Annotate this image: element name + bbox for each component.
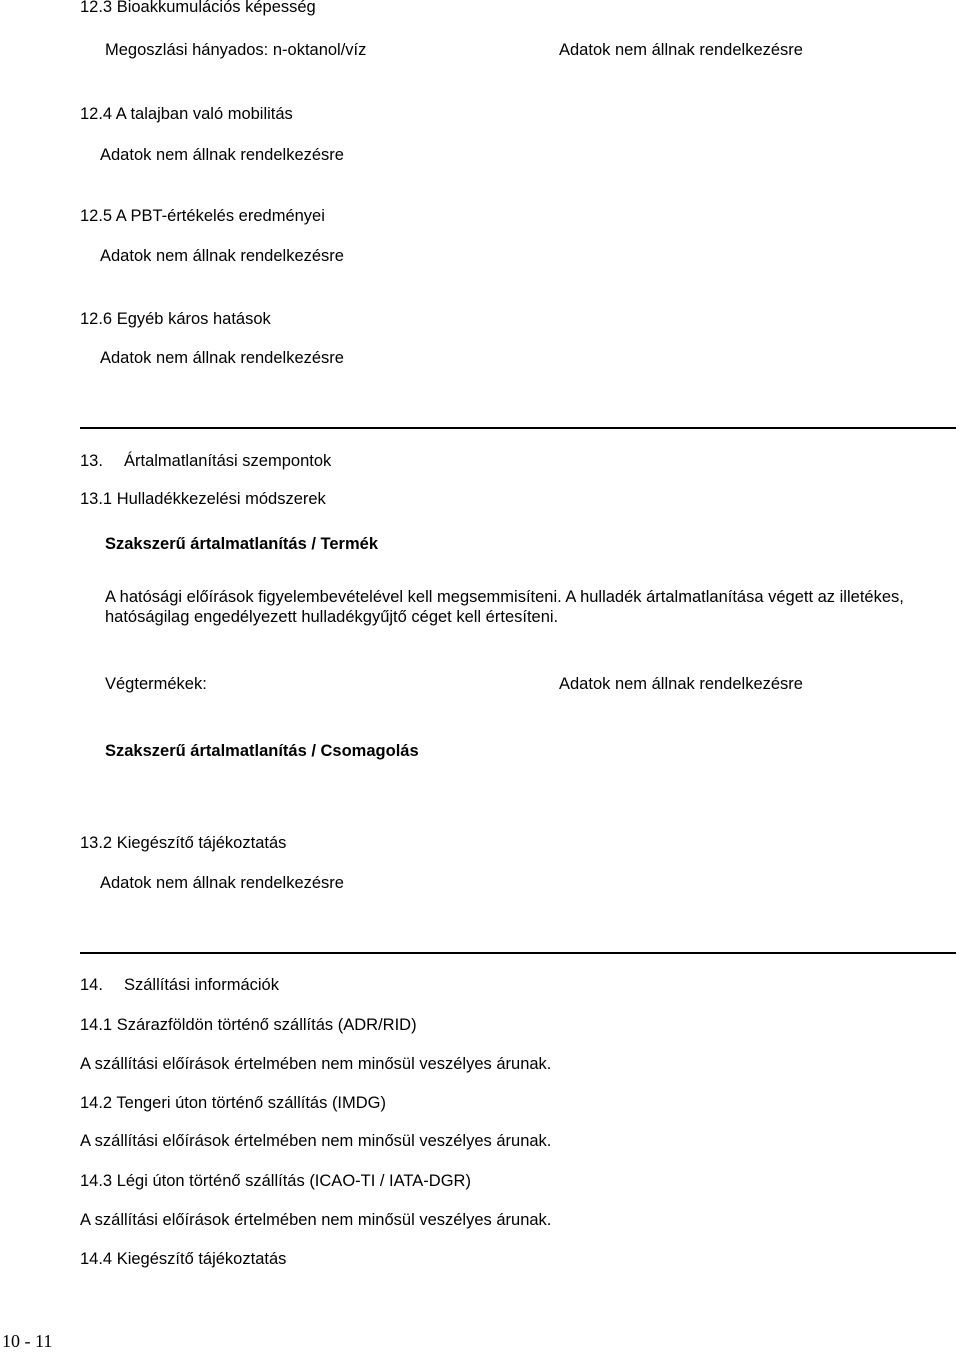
section-14-2-heading: 14.2 Tengeri úton történő szállítás (IMDG): [80, 1094, 387, 1112]
end-products-label: Végtermékek:: [105, 675, 207, 693]
section-14-title: Szállítási információk: [124, 976, 279, 994]
page-number: 10 - 11: [2, 1331, 53, 1351]
section-14-2-text: A szállítási előírások értelmében nem minősül veszélyes árunak.: [80, 1132, 552, 1150]
section-divider-14: [80, 952, 956, 954]
section-14-1-heading: 14.1 Szárazföldön történő szállítás (ADR/RID): [80, 1016, 417, 1034]
section-14-1-text: A szállítási előírások értelmében nem minősül veszélyes árunak.: [80, 1055, 552, 1073]
section-12-6-heading: 12.6 Egyéb káros hatások: [80, 310, 271, 328]
section-12-4-value: Adatok nem állnak rendelkezésre: [100, 146, 344, 164]
section-14-number: 14.: [80, 976, 103, 994]
partition-coefficient-label: Megoszlási hányados: n-oktanol/víz: [105, 41, 367, 59]
partition-coefficient-value: Adatok nem állnak rendelkezésre: [559, 41, 803, 59]
section-12-6-value: Adatok nem állnak rendelkezésre: [100, 349, 344, 367]
packaging-disposal-heading: Szakszerű ártalmatlanítás / Csomagolás: [105, 742, 419, 760]
product-disposal-text: A hatósági előírások figyelembevételével kell megsemmisíteni. A hulladék ártalmatlanítása végett az illetékes, hatóságilag engedélyezett hulladékgyűjtő céget kell értesíteni.: [105, 588, 904, 626]
section-divider-13: [80, 427, 956, 429]
section-12-5-heading: 12.5 A PBT-értékelés eredményei: [80, 207, 325, 225]
section-14-4-heading: 14.4 Kiegészítő tájékoztatás: [80, 1250, 287, 1268]
end-products-value: Adatok nem állnak rendelkezésre: [559, 675, 803, 693]
section-12-5-value: Adatok nem állnak rendelkezésre: [100, 247, 344, 265]
section-13-1-heading: 13.1 Hulladékkezelési módszerek: [80, 490, 326, 508]
section-12-4-heading: 12.4 A talajban való mobilitás: [80, 105, 293, 123]
section-13-2-heading: 13.2 Kiegészítő tájékoztatás: [80, 834, 287, 852]
product-disposal-heading: Szakszerű ártalmatlanítás / Termék: [105, 535, 378, 553]
section-14-3-heading: 14.3 Légi úton történő szállítás (ICAO-TI / IATA-DGR): [80, 1172, 471, 1190]
section-13-title: Ártalmatlanítási szempontok: [124, 452, 332, 470]
section-14-3-text: A szállítási előírások értelmében nem minősül veszélyes árunak.: [80, 1211, 552, 1229]
section-13-number: 13.: [80, 452, 103, 470]
section-13-2-value: Adatok nem állnak rendelkezésre: [100, 874, 344, 892]
section-12-3-heading: 12.3 Bioakkumulációs képesség: [80, 0, 316, 16]
